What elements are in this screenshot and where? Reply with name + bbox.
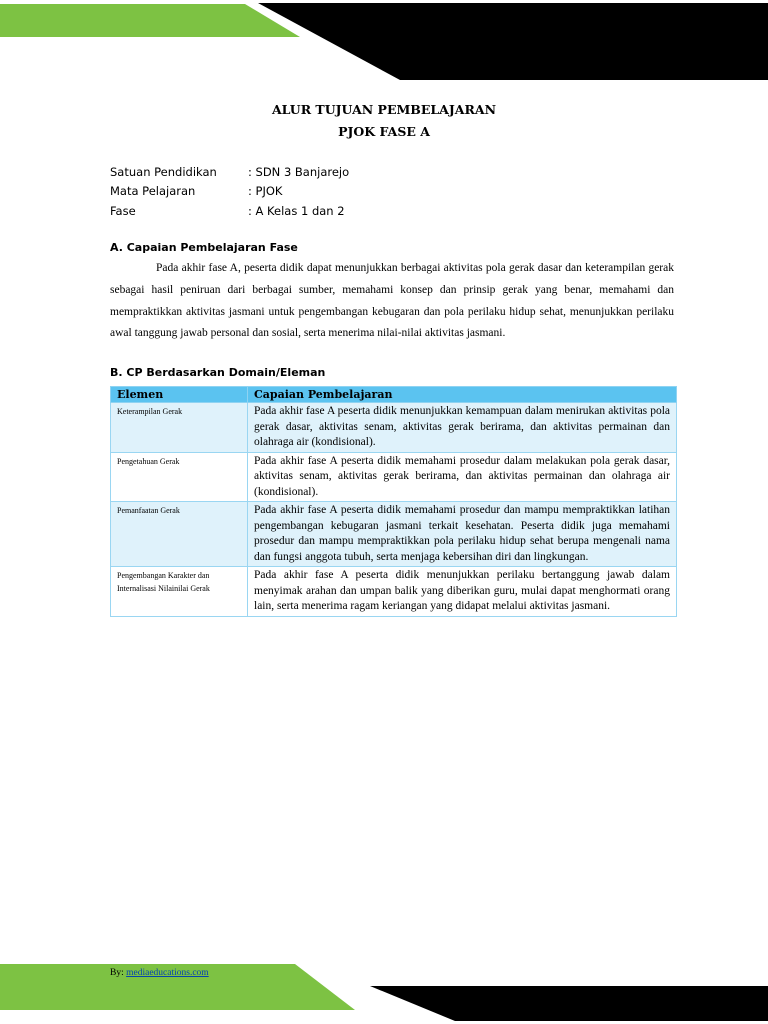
table-header-row	[111, 387, 677, 403]
footer	[110, 968, 209, 978]
cp-table	[110, 386, 677, 617]
top-green-band	[0, 4, 300, 37]
column-header-elemen: Elemen	[111, 387, 248, 403]
top-black-band	[258, 3, 768, 80]
info-value: : SDN 3 Banjarejo	[248, 165, 350, 179]
section-a-heading: A. Capaian Pembelajaran Fase	[110, 241, 298, 254]
document-subtitle: PJOK FASE A	[338, 124, 430, 139]
capaian-cell: Pada akhir fase A peserta didik menunjukkan perilaku bertanggung jawab dalam menyimak arahan dan umpan balik yang diberikan guru, mulai dapat menghormati orang lain, serta menerima ragam keriangan yang didapat melalui aktivitas jasmani.	[248, 567, 677, 617]
info-value: : A Kelas 1 dan 2	[248, 204, 345, 218]
table-row	[111, 403, 677, 453]
info-label: Fase	[110, 204, 136, 218]
bottom-black-band	[370, 986, 768, 1021]
footer-link[interactable]: mediaeducations.com	[126, 968, 209, 978]
elemen-cell: Pengetahuan Gerak	[111, 452, 248, 502]
elemen-cell: Pemanfaatan Gerak	[111, 502, 248, 567]
elemen-cell: Pengembangan Karakter dan Internalisasi Nilainilai Gerak	[111, 567, 248, 617]
section-a-paragraph: Pada akhir fase A, peserta didik dapat menunjukkan berbagai aktivitas pola gerak dasar dan keterampilan gerak sebagai hasil peniruan dari berbagai sumber, memahami konsep dan prinsip gerak yang benar, memahami dan mempraktikkan aktivitas jasmani untuk pengembangan kebugaran dan pola perilaku hidup sehat, menunjukkan perilaku awal tanggung jawab personal dan sosial, serta menerima nilai-nilai aktivitas jasmani.	[110, 262, 674, 340]
table-row	[111, 452, 677, 502]
info-label: Satuan Pendidikan	[110, 165, 217, 179]
table-row	[111, 567, 677, 617]
table-row	[111, 502, 677, 567]
section-b-heading: B. CP Berdasarkan Domain/Eleman	[110, 366, 326, 379]
capaian-cell: Pada akhir fase A peserta didik memahami prosedur dalam melakukan pola gerak dasar, aktivitas senam, aktivitas gerak berirama, dan aktivitas permainan dan olahraga air (kondisional).	[248, 452, 677, 502]
document-title: ALUR TUJUAN PEMBELAJARAN	[271, 102, 497, 117]
footer-prefix: By:	[110, 968, 127, 978]
capaian-cell: Pada akhir fase A peserta didik memahami prosedur dan mampu mempraktikkan latihan pengembangan kebugaran jasmani terkait kesehatan. Peserta didik juga memahami prosedur dan mampu mempraktikkan pola perilaku hidup sehat berupa mengenali nama dan fungsi anggota tubuh, serta menjaga kebersihan diri dan lingkungan.	[248, 502, 677, 567]
info-label: Mata Pelajaran	[110, 184, 196, 198]
capaian-cell: Pada akhir fase A peserta didik menunjukkan kemampuan dalam menirukan aktivitas pola gerak dasar, aktivitas senam, aktivitas gerak berirama, dan aktivitas permainan dan olahraga air (kondisional).	[248, 403, 677, 453]
info-value: : PJOK	[248, 184, 283, 198]
elemen-cell: Keterampilan Gerak	[111, 403, 248, 453]
column-header-capaian: Capaian Pembelajaran	[248, 387, 677, 403]
